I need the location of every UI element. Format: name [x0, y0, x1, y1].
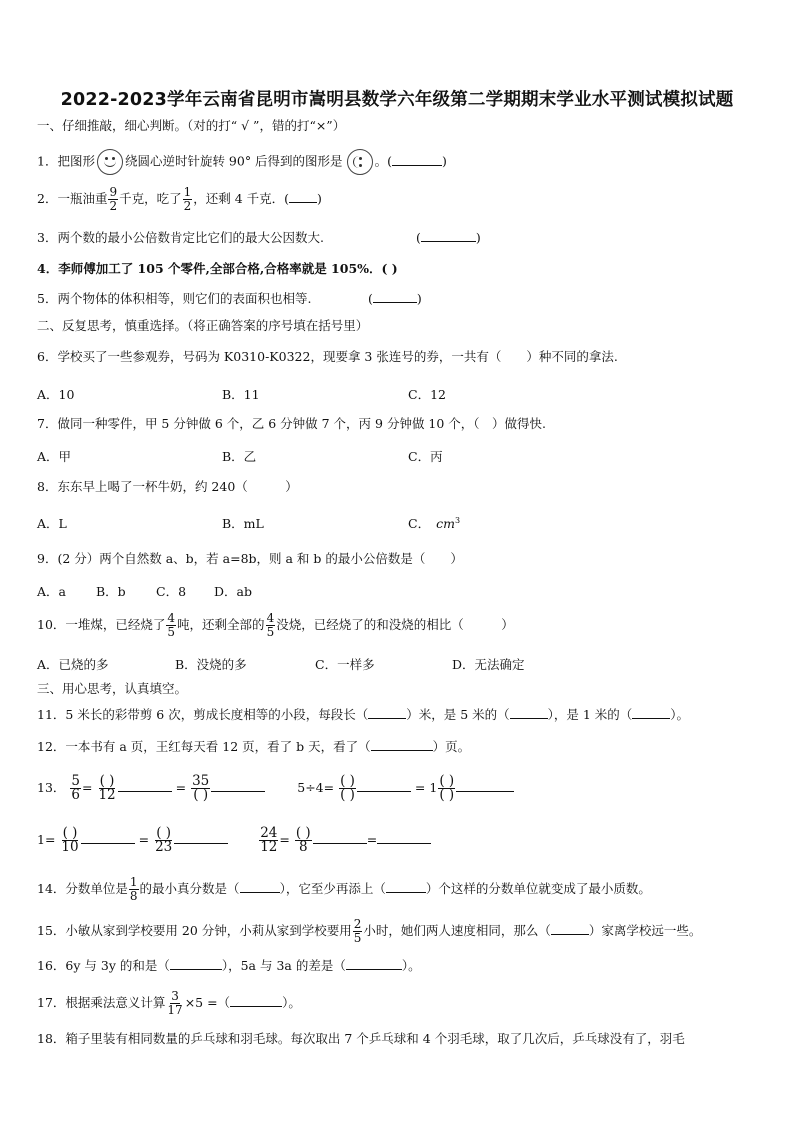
question-17: 17．根据乘法意义计算 $\frac{3}{17}$ ×5 =（ ）。 [37, 989, 301, 1017]
q14-answer-blank-2[interactable] [386, 892, 426, 893]
q10-option-c[interactable]: C．一样多 [315, 657, 375, 672]
q2-text-d: ) [317, 191, 322, 206]
q11-answer-blank-1[interactable] [368, 718, 406, 719]
q13-blank-1[interactable] [118, 791, 172, 792]
question-1 [37, 149, 447, 175]
q13-fraction-24-12: $\frac{24}{12}$ [260, 825, 278, 855]
q2-fraction-1: $\frac{9}{2}$ [109, 185, 118, 213]
question-13-row-2: 1= $\frac{( )}{10}$ = $\frac{( )}{23}$ $\frac{24}{12}$ = $\frac{( )}{8}$ = [37, 827, 431, 854]
q9-option-c[interactable]: C．8 [156, 584, 187, 599]
q10-option-a[interactable]: A．已烧的多 [37, 657, 109, 672]
q13-fraction-5-6: $\frac{5}{6}$ [71, 773, 80, 803]
q1-answer-blank[interactable] [392, 165, 442, 166]
q13-fraction-blank-10[interactable]: $\frac{( )}{10}$ [61, 825, 79, 855]
q8-option-a[interactable]: A．L [37, 516, 67, 531]
question-7: 7．做同一种零件，甲 5 分钟做 6 个，乙 6 分钟做 7 个，丙 9 分钟做 10 个，（ ）做得快. [37, 416, 547, 431]
q2-fraction-2: $\frac{1}{2}$ [183, 185, 192, 213]
q13-blank-4[interactable] [456, 791, 514, 792]
question-5: 5．两个物体的体积相等，则它们的表面积也相等. [37, 291, 312, 306]
question-3-answer: ( ) [416, 230, 481, 245]
question-5-answer: ( ) [368, 291, 422, 306]
q13-label: 13． [37, 780, 66, 795]
q13-fraction-blank-blank-2[interactable]: $\frac{( )}{( )}$ [439, 773, 455, 803]
q9-option-a[interactable]: A．a [37, 584, 66, 599]
q15-fraction: $\frac{2}{5}$ [353, 917, 362, 945]
question-10: 10．一堆煤，已经烧了 $\frac{4}{5}$ 吨，还剩全部的 $\frac{4}{5}$ 没烧，已经烧了的和没烧的相比（ ） [37, 611, 514, 639]
q13-mixed-whole: 1 [429, 780, 438, 795]
q8-option-c[interactable]: C． $cm^3$ [408, 515, 461, 531]
q1-text-a: 1．把图形 [37, 153, 95, 169]
page-title: 2022-2023学年云南省昆明市嵩明县数学六年级第二学期期末学业水平测试模拟试题 [60, 90, 734, 110]
q16-answer-blank-2[interactable] [346, 969, 402, 970]
q13-fraction-blank-blank-1[interactable]: $\frac{( )}{( )}$ [340, 773, 355, 803]
q11-answer-blank-2[interactable] [510, 718, 548, 719]
q13-one-equals: 1= [37, 832, 56, 847]
q1-text-d: ) [441, 153, 447, 169]
q13-blank-8[interactable] [377, 843, 431, 844]
question-4: 4．李师傅加工了 105 个零件,全部合格,合格率就是 105%．( ) [37, 261, 398, 276]
q17-fraction: $\frac{3}{17}$ [167, 989, 183, 1017]
q11-answer-blank-3[interactable] [632, 718, 670, 719]
q13-blank-6[interactable] [174, 843, 228, 844]
q3-text-a: 3．两个数的最小公倍数肯定比它们的最大公因数大. [37, 230, 324, 245]
q10-fraction-1: $\frac{4}{5}$ [167, 611, 176, 639]
q10-fraction-2: $\frac{4}{5}$ [266, 611, 275, 639]
q2-text-c: ，还剩 4 千克．( [193, 191, 290, 206]
q13-blank-3[interactable] [357, 791, 411, 792]
q13-blank-5[interactable] [81, 843, 135, 844]
q13-blank-2[interactable] [211, 791, 265, 792]
q3-answer-blank[interactable] [421, 241, 476, 242]
section-heading-2: 二、反复思考，慎重选择。（将正确答案的序号填在括号里） [37, 318, 369, 333]
q5-answer-blank[interactable] [373, 302, 417, 303]
q6-option-c[interactable]: C．12 [408, 387, 446, 402]
question-11: 11．5 米长的彩带剪 6 次，剪成长度相等的小段，每段长（ ）米，是 5 米的（ ），是 1 米的（ ）。 [37, 707, 690, 722]
rotated-face-icon [347, 149, 373, 175]
q1-text-c: 。( [374, 153, 392, 169]
question-13-row-1: 13． $\frac{5}{6}$ = $\frac{( )}{12}$ = $\frac{35}{( )}$ 5÷4= $\frac{( )}{( )}$ = 1 $\frac{( )}{( )}$ [37, 775, 514, 802]
q7-option-b[interactable]: B．乙 [222, 449, 257, 464]
q16-answer-blank-1[interactable] [170, 969, 222, 970]
q17-answer-blank[interactable] [230, 1006, 282, 1007]
q2-answer-blank[interactable] [289, 202, 317, 203]
q13-fraction-35-blank[interactable]: $\frac{35}{( )}$ [192, 773, 210, 803]
question-2 [37, 186, 322, 213]
q1-text-b: 绕圆心逆时针旋转 90° 后得到的图形是 [124, 153, 343, 169]
q2-text-b: 千克，吃了 [119, 191, 182, 206]
q7-option-a[interactable]: A．甲 [37, 449, 72, 464]
question-9: 9．(2 分）两个自然数 a、b，若 a=8b，则 a 和 b 的最小公倍数是（ ） [37, 551, 463, 566]
q2-text-a: 2．一瓶油重 [37, 191, 108, 206]
smiley-face-icon [97, 149, 123, 175]
q13-blank-7[interactable] [313, 843, 367, 844]
question-16: 16．6y 与 3y 的和是（ ），5a 与 3a 的差是（ ）。 [37, 958, 421, 973]
question-3 [37, 229, 324, 247]
q7-option-c[interactable]: C．丙 [408, 449, 443, 464]
q13-fraction-blank-23[interactable]: $\frac{( )}{23}$ [155, 825, 173, 855]
question-6: 6．学校买了一些参观券，号码为 K0310-K0322，现要拿 3 张连号的券，一共有（ ）种不同的拿法. [37, 349, 618, 364]
question-12: 12．一本书有 a 页，王红每天看 12 页，看了 b 天，看了（ ）页。 [37, 739, 471, 754]
question-14: 14．分数单位是 $\frac{1}{8}$ 的最小真分数是（ ），它至少再添上（ ）个这样的分数单位就变成了最小质数。 [37, 875, 651, 903]
q9-option-b[interactable]: B．b [96, 584, 126, 599]
q8-option-b[interactable]: B．mL [222, 516, 264, 531]
q6-option-b[interactable]: B．11 [222, 387, 260, 402]
q13-fraction-blank-12[interactable]: $\frac{( )}{12}$ [98, 773, 116, 803]
q14-answer-blank-1[interactable] [240, 892, 280, 893]
section-heading-3: 三、用心思考，认真填空。 [37, 681, 188, 696]
q12-answer-blank[interactable] [371, 750, 433, 751]
q6-option-a[interactable]: A．10 [37, 387, 75, 402]
q13-fraction-blank-8[interactable]: $\frac{( )}{8}$ [295, 825, 311, 855]
q13-division: 5÷4= [297, 780, 335, 795]
q14-fraction: $\frac{1}{8}$ [129, 875, 138, 903]
section-heading-1: 一、仔细推敲，细心判断。（对的打“ √ ”，错的打“×”） [37, 118, 346, 133]
q15-answer-blank[interactable] [551, 934, 589, 935]
question-15: 15．小敏从家到学校要用 20 分钟，小莉从家到学校要用 $\frac{2}{5}$ 小时，她们两人速度相同，那么（ ）家离学校远一些。 [37, 917, 702, 945]
q9-option-d[interactable]: D．ab [214, 584, 252, 599]
q10-option-b[interactable]: B．没烧的多 [175, 657, 247, 672]
question-18: 18．箱子里装有相同数量的乒乓球和羽毛球。每次取出 7 个乒乓球和 4 个羽毛球，取了几次后，乒乓球没有了，羽毛 [37, 1031, 685, 1046]
question-8: 8．东东早上喝了一杯牛奶，约 240（ ） [37, 479, 298, 494]
q10-option-d[interactable]: D．无法确定 [452, 657, 525, 672]
